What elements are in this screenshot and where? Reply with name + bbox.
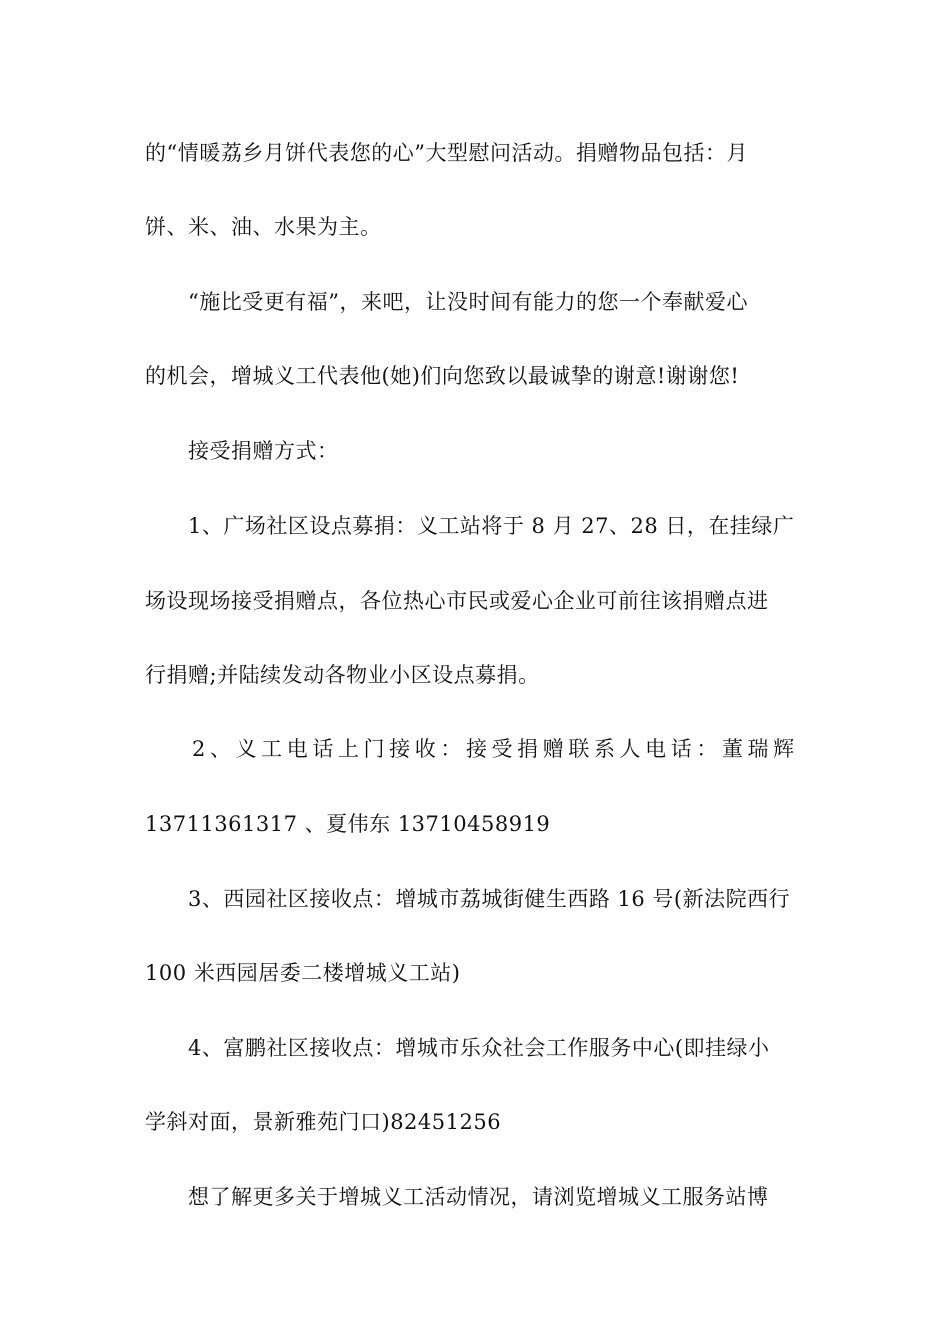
section-heading: 接受捐赠方式： xyxy=(188,439,339,463)
phone-numbers: 13711361317 、夏伟东 13710458919 xyxy=(145,812,551,836)
body-text-line: 的“情暖荔乡月饼代表您的心”大型慰问活动。捐赠物品包括：月 xyxy=(145,141,748,165)
list-item-text: 行捐赠;并陆续发动各物业小区设点募捐。 xyxy=(145,663,540,687)
list-item-text: 100 米西园居委二楼增城义工站) xyxy=(145,961,461,985)
list-item-text: 1、广场社区设点募捐：义工站将于 8 月 27、28 日，在挂绿广 xyxy=(188,514,795,538)
list-item-text: 2、义工电话上门接收：接受捐赠联系人电话：董瑞辉 xyxy=(192,737,799,761)
body-text-line: 的机会，增城义工代表他(她)们向您致以最诚挚的谢意!谢谢您! xyxy=(145,364,740,388)
list-item-text: 4、富鹏社区接收点：增城市乐众社会工作服务中心(即挂绿小 xyxy=(188,1036,770,1060)
body-text-line: “施比受更有福”，来吧，让没时间有能力的您一个奉献爱心 xyxy=(188,290,748,314)
body-text-line: 饼、米、油、水果为主。 xyxy=(145,215,382,239)
list-item-text: 学斜对面，景新雅苑门口)82451256 xyxy=(145,1110,502,1134)
list-item-text: 场设现场接受捐赠点，各位热心市民或爱心企业可前往该捐赠点进 xyxy=(145,589,769,613)
body-text-line: 想了解更多关于增城义工活动情况，请浏览增城义工服务站博 xyxy=(188,1185,769,1209)
list-item-text: 3、西园社区接收点：增城市荔城街健生西路 16 号(新法院西行 xyxy=(188,887,791,911)
